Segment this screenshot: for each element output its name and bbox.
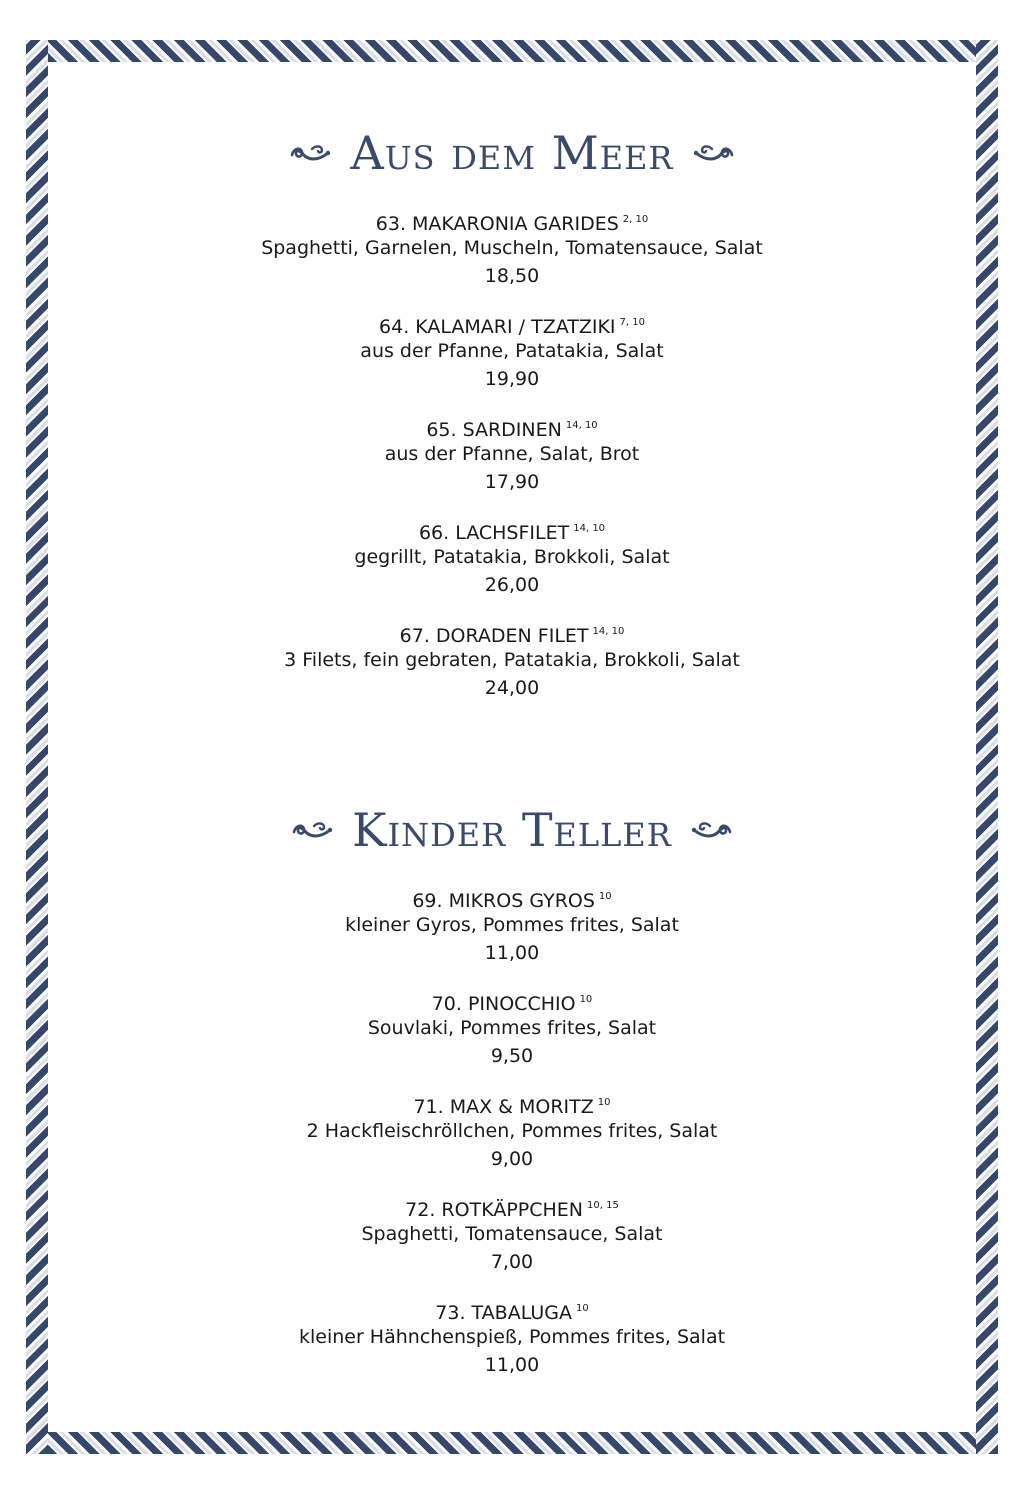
menu-item <box>60 206 964 290</box>
section-title: Kinder Teller <box>352 803 672 857</box>
item-price: 18,50 <box>484 265 540 287</box>
ornament-swirl-right-icon <box>692 141 736 165</box>
item-description: kleiner Gyros, Pommes frites, Salat <box>345 914 679 936</box>
menu-item <box>60 986 964 1070</box>
item-name: 64. KALAMARI / TZATZIKI <box>379 316 616 338</box>
item-price: 11,00 <box>484 1354 540 1376</box>
item-price: 24,00 <box>484 677 540 699</box>
section-aus-dem-meer <box>60 120 964 702</box>
menu-item <box>60 1295 964 1379</box>
item-allergens: 7, 10 <box>619 317 645 328</box>
ornament-swirl-right-icon <box>690 818 734 842</box>
menu-item <box>60 883 964 967</box>
item-allergens: 14, 10 <box>573 523 606 534</box>
section-kinder-teller <box>60 797 964 1379</box>
item-name: 70. PINOCCHIO <box>431 993 576 1015</box>
item-price: 9,50 <box>490 1045 534 1067</box>
decorative-border-left <box>26 40 48 1454</box>
item-price: 7,00 <box>490 1251 534 1273</box>
menu-item <box>60 618 964 702</box>
item-name: 63. MAKARONIA GARIDES <box>375 213 619 235</box>
item-name: 69. MIKROS GYROS <box>412 890 595 912</box>
item-name: 67. DORADEN FILET <box>399 625 589 647</box>
item-price: 26,00 <box>484 574 540 596</box>
item-allergens: 10 <box>598 891 612 902</box>
decorative-border-right <box>976 40 998 1454</box>
item-price: 17,90 <box>484 471 540 493</box>
item-allergens: 2, 10 <box>622 214 649 225</box>
item-description: aus der Pfanne, Salat, Brot <box>384 443 640 465</box>
item-price: 19,90 <box>484 368 540 390</box>
menu-item <box>60 515 964 599</box>
item-allergens: 10 <box>597 1097 611 1108</box>
decorative-border-top <box>26 40 998 62</box>
ornament-swirl-left-icon <box>288 141 332 165</box>
item-allergens: 10 <box>579 994 593 1005</box>
ornament-swirl-left-icon <box>290 818 334 842</box>
item-allergens: 10, 15 <box>587 1200 619 1211</box>
item-allergens: 10 <box>575 1303 589 1314</box>
menu-item <box>60 412 964 496</box>
item-name: 73. TABALUGA <box>435 1302 572 1324</box>
decorative-border-bottom <box>26 1432 998 1454</box>
section-heading <box>60 797 964 863</box>
section-heading <box>60 120 964 186</box>
menu-page <box>60 120 964 1398</box>
menu-item-list <box>60 883 964 1379</box>
item-description: Souvlaki, Pommes frites, Salat <box>367 1017 657 1039</box>
section-title: Aus dem Meer <box>350 126 674 180</box>
item-allergens: 14, 10 <box>565 420 598 431</box>
item-description: Spaghetti, Garnelen, Muscheln, Tomatensauce, Salat <box>261 237 763 259</box>
menu-item-list <box>60 206 964 702</box>
item-description: 2 Hackfleischröllchen, Pommes frites, Salat <box>306 1120 718 1142</box>
item-name: 71. MAX & MORITZ <box>413 1096 594 1118</box>
item-price: 9,00 <box>490 1148 534 1170</box>
item-price: 11,00 <box>484 942 540 964</box>
menu-item <box>60 1192 964 1276</box>
menu-item <box>60 1089 964 1173</box>
item-description: kleiner Hähnchenspieß, Pommes frites, Salat <box>298 1326 726 1348</box>
item-name: 66. LACHSFILET <box>418 522 570 544</box>
item-allergens: 14, 10 <box>592 626 625 637</box>
item-description: Spaghetti, Tomatensauce, Salat <box>361 1223 663 1245</box>
menu-item <box>60 309 964 393</box>
item-description: gegrillt, Patatakia, Brokkoli, Salat <box>354 546 670 568</box>
item-name: 65. SARDINEN <box>426 419 562 441</box>
item-description: aus der Pfanne, Patatakia, Salat <box>360 340 664 362</box>
item-name: 72. ROTKÄPPCHEN <box>405 1199 583 1221</box>
item-description: 3 Filets, fein gebraten, Patatakia, Brokkoli, Salat <box>284 649 740 671</box>
